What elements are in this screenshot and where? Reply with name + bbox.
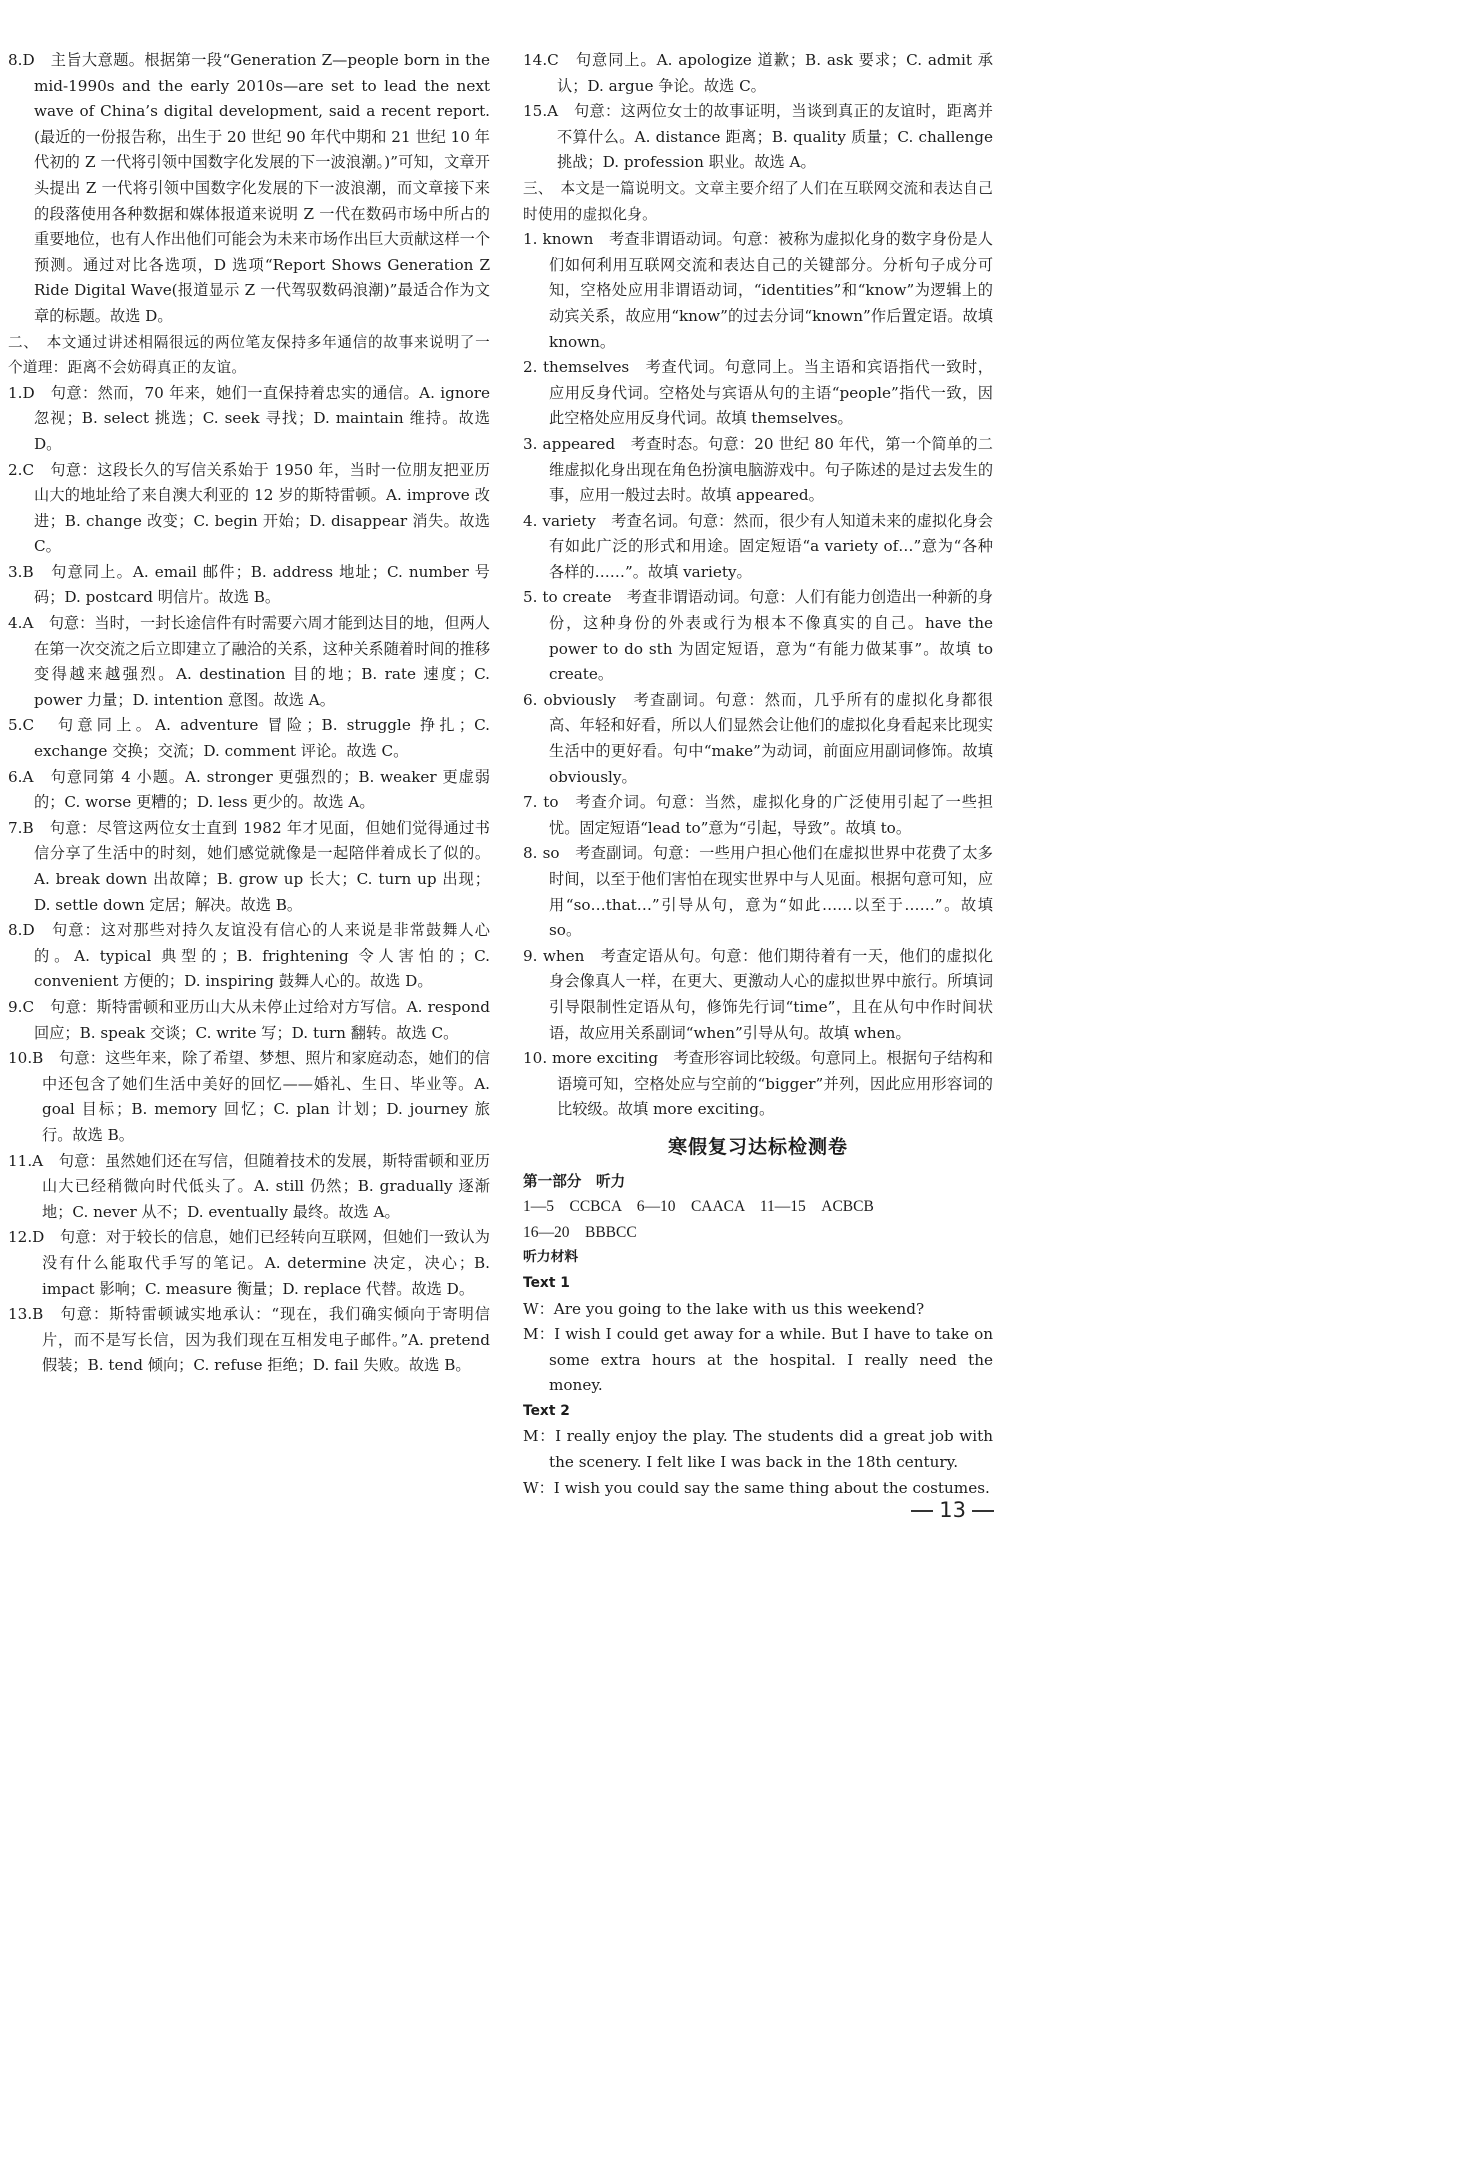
left-paragraph: 10.B 句意：这些年来，除了希望、梦想、照片和家庭动态，她们的信中还包含了她们生活中美好的回忆——婚礼、生日、毕业等。A. goal 目标；B. memory 回忆；C. plan 计划；D. journey 旅行。故选 B。: [8, 1049, 490, 1144]
right-paragraph: 10. more exciting 考查形容词比较级。句意同上。根据句子结构和语境可知，空格处应与空前的“bigger”并列，因此应用形容词的比较级。故填 more exciting。: [523, 1049, 993, 1119]
right-paragraph: 三、 本文是一篇说明文。文章主要介绍了人们在互联网交流和表达自己时使用的虚拟化身。: [523, 179, 993, 223]
right-paragraph: 14.C 句意同上。A. apologize 道歉；B. ask 要求；C. admit 承认；D. argue 争论。故选 C。: [523, 51, 993, 95]
right-paragraph: 1. known 考查非谓语动词。句意：被称为虚拟化身的数字身份是人们如何利用互联网交流和表达自己的关键部分。分析句子成分可知，空格处应用非谓语动词，“identities”和“know”为逻辑上的动宾关系，故应用“know”的过去分词“known”作后置定语。故填 known。: [523, 230, 993, 351]
right-paragraph: 3. appeared 考查时态。句意：20 世纪 80 年代，第一个简单的二维虚拟化身出现在角色扮演电脑游戏中。句子陈述的是过去发生的事，应用一般过去时。故填 appeared。: [523, 434, 993, 505]
left-paragraph: 8.D 句意：这对那些对持久友谊没有信心的人来说是非常鼓舞人心的。A. typical 典型的；B. frightening 令人害怕的；C. convenient 方便的；D. inspiring 鼓舞人心的。故选 D。: [8, 921, 490, 991]
right-paragraph: 5. to create 考查非谓语动词。句意：人们有能力创造出一种新的身份，这种身份的外表或行为根本不像真实的自己。have the power to do sth 为固定短语，意为“有能力做某事”。故填 to create。: [523, 588, 993, 684]
text1-line-1: W：Are you going to the lake with us this weekend?: [523, 1299, 925, 1318]
left-paragraph: 13.B 句意：斯特雷顿诚实地承认：“现在，我们确实倾向于寄明信片，而不是写长信，因为我们现在互相发电子邮件。”A. pretend 假装；B. tend 倾向；C. refuse 拒绝；D. fail 失败。故选 B。: [8, 1305, 490, 1375]
right-paragraph: 4. variety 考查名词。句意：然而，很少有人知道未来的虚拟化身会有如此广泛的形式和用途。固定短语“a variety of…”意为“各种各样的……”。故填 variety。: [523, 511, 993, 581]
right-paragraph: 6. obviously 考查副词。句意：然而，几乎所有的虚拟化身都很高、年轻和好看，所以人们显然会让他们的虚拟化身看起来比现实生活中的更好看。句中“make”为动词，前面应用副词修饰。故填 obviously。: [523, 690, 993, 786]
left-paragraph: 5.C 句意同上。A. adventure 冒险；B. struggle 挣扎；C. exchange 交换；交流；D. comment 评论。故选 C。: [8, 716, 490, 761]
part1-label: 第一部分 听力: [523, 1172, 626, 1190]
right-column: [523, 48, 993, 1501]
left-paragraph: 8.D 主旨大意题。根据第一段“Generation Z—people born in the mid-1990s and the early 2010s—are set to lead the next wave of China’s digital development, said a recent report.(最近的一份报告称，出生于 20 世纪 90 年代中期和 21 世纪 10 年代初的 Z 一代将引领中国数字化发展的下一波浪潮。)”可知，文章开头提出 Z 一代将引领中国数字化发展的下一波浪潮，而文章接下来的段落使用各种数据和媒体报道来说明 Z 一代在数码市场中所占的重要地位，也有人作出他们可能会为未来市场作出巨大贡献这样一个预测。通过对比各选项，D 选项“Report Shows Generation Z Ride Digital Wave(报道显示 Z 一代驾驭数码浪潮)”最适合作为文章的标题。故选 D。: [8, 51, 490, 325]
page-number: [905, 1498, 1000, 1522]
left-paragraph: 3.B 句意同上。A. email 邮件；B. address 地址；C. number 号码；D. postcard 明信片。故选 B。: [8, 562, 490, 607]
left-paragraph: 12.D 句意：对于较长的信息，她们已经转向互联网，但她们一致认为没有什么能取代手写的笔记。A. determine 决定，决心；B. impact 影响；C. measure 衡量；D. replace 代替。故选 D。: [8, 1228, 490, 1298]
left-column: [8, 48, 490, 1379]
left-paragraph: 二、 本文通过讲述相隔很远的两位笔友保持多年通信的故事来说明了一个道理：距离不会妨碍真正的友谊。: [8, 333, 490, 377]
right-paragraph: 9. when 考查定语从句。句意：他们期待着有一天，他们的虚拟化身会像真人一样，在更大、更激动人心的虚拟世界中旅行。所填词引导限制性定语从句，修饰先行词“time”，且在从句中作时间状语，故应用关系副词“when”引导从句。故填 when。: [523, 946, 993, 1042]
text1-line-2: M：I wish I could get away for a while. But I have to take on some extra hours at the hospital. I really need the money.: [523, 1325, 993, 1395]
left-paragraph: 4.A 句意：当时，一封长途信件有时需要六周才能到达目的地，但两人在第一次交流之后立即建立了融洽的关系，这种关系随着时间的推移变得越来越强烈。A. destination 目的地；B. rate 速度；C. power 力量；D. intention 意图。故选 A。: [8, 614, 490, 709]
answer-key-line-2: 16—20 BBBCC: [523, 1223, 637, 1241]
right-paragraph: 15.A 句意：这两位女士的故事证明，当谈到真正的友谊时，距离并不算什么。A. distance 距离；B. quality 质量；C. challenge 挑战；D. profession 职业。故选 A。: [523, 102, 993, 172]
text2-line-2: W：I wish you could say the same thing about the costumes.: [523, 1478, 990, 1497]
left-paragraph: 6.A 句意同第 4 小题。A. stronger 更强烈的；B. weaker 更虚弱的；C. worse 更糟的；D. less 更少的。故选 A。: [8, 767, 490, 812]
test-title: 寒假复习达标检测卷: [667, 1135, 848, 1158]
listening-materials-label: 听力材料: [523, 1249, 579, 1266]
page-number-dash-left: [911, 1510, 933, 1512]
answer-key-line-1: 1—5 CCBCA 6—10 CAACA 11—15 ACBCB: [523, 1198, 874, 1216]
text1-label: Text 1: [523, 1274, 570, 1291]
right-paragraph: 2. themselves 考查代词。句意同上。当主语和宾语指代一致时，应用反身代词。空格处与宾语从句的主语“people”指代一致，因此空格处应用反身代词。故填 themselves。: [523, 358, 993, 428]
left-paragraph: 9.C 句意：斯特雷顿和亚历山大从未停止过给对方写信。A. respond 回应；B. speak 交谈；C. write 写；D. turn 翻转。故选 C。: [8, 997, 490, 1042]
right-paragraph: 8. so 考查副词。句意：一些用户担心他们在虚拟世界中花费了太多时间，以至于他们害怕在现实世界中与人见面。根据句意可知，应用“so…that…”引导从句，意为“如此……以至于……”。故填 so。: [523, 844, 993, 940]
left-paragraph: 11.A 句意：虽然她们还在写信，但随着技术的发展，斯特雷顿和亚历山大已经稍微向时代低头了。A. still 仍然；B. gradually 逐渐地；C. never 从不；D. eventually 最终。故选 A。: [8, 1151, 490, 1221]
page-number-value: 13: [939, 1498, 966, 1522]
left-paragraph: 1.D 句意：然而，70 年来，她们一直保持着忠实的通信。A. ignore 忽视；B. select 挑选；C. seek 寻找；D. maintain 维持。故选 D。: [8, 383, 490, 453]
page-number-dash-right: [972, 1510, 994, 1512]
left-paragraph: 2.C 句意：这段长久的写信关系始于 1950 年，当时一位朋友把亚历山大的地址给了来自澳大利亚的 12 岁的斯特雷顿。A. improve 改进；B. change 改变；C. begin 开始；D. disappear 消失。故选 C。: [8, 460, 490, 556]
left-paragraph: 7.B 句意：尽管这两位女士直到 1982 年才见面，但她们觉得通过书信分享了生活中的时刻，她们感觉就像是一起陪伴着成长了似的。A. break down 出故障；B. grow up 长大；C. turn up 出现；D. settle down 定居；解决。故选 B。: [8, 818, 490, 914]
right-paragraph: 7. to 考查介词。句意：当然，虚拟化身的广泛使用引起了一些担忧。固定短语“lead to”意为“引起，导致”。故填 to。: [523, 793, 993, 837]
text2-label: Text 2: [523, 1402, 570, 1419]
text2-line-1: M：I really enjoy the play. The students did a great job with the scenery. I felt like I was back in the 18th century.: [523, 1427, 993, 1472]
right-column-explanations: [523, 48, 993, 1123]
